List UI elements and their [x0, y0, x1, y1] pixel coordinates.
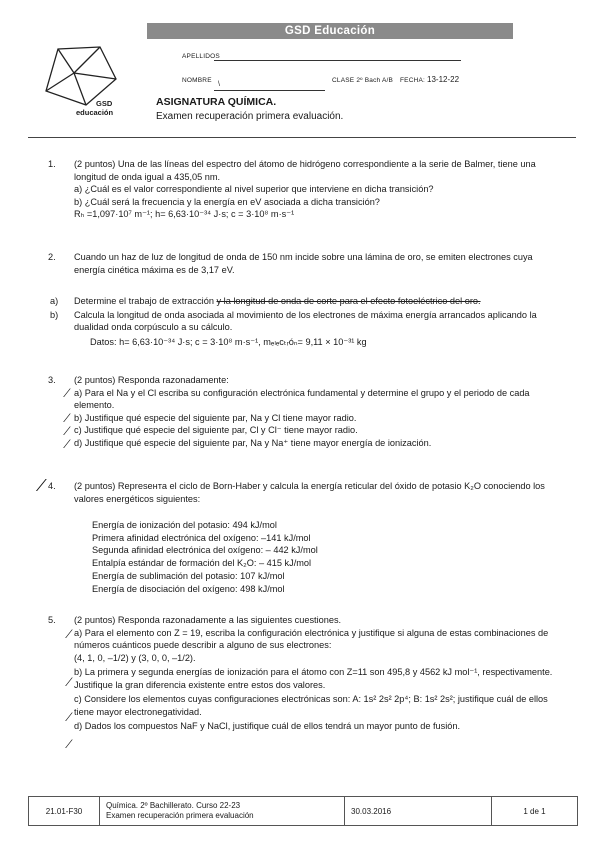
q2-parts: [50, 295, 555, 348]
q2-b-text: Calcula la longitud de onda asociada al movimiento de los electrones de máxima energía arrancados aplicando la dualidad onda corpúsculo a su cálculo.: [74, 309, 537, 332]
q5-number: 5.: [48, 615, 56, 625]
fecha-value: 13-12-22: [427, 75, 460, 84]
footer-date: 30.03.2016: [345, 797, 492, 825]
q2-data: Datos: h= 6,63·10⁻³⁴ J·s; c = 3·10⁸ m·s⁻¹, mₑₗₑcₜᵣóₙ= 9,11 × 10⁻³¹ kg: [90, 336, 367, 347]
handwritten-check-icon: ⁄: [40, 476, 43, 495]
logo-text-top: GSD: [96, 99, 113, 108]
q1-text: (2 puntos) Una de las líneas del espectro del átomo de hidrógeno correspondiente a la serie de Balmer, tiene una longitud de onda igual a 435,05 nm.: [74, 159, 536, 182]
q5-b: b) La primera y segunda energías de ionización para el átomo con Z=11 son 495,8 y 4562 kJ mol⁻¹, respectivamente. Justifique la gran diferencia existente entre estos dos valores.: [74, 667, 553, 690]
q1-number: 1.: [48, 159, 56, 169]
footer-course-line2: Examen recuperación primera evaluación: [106, 811, 254, 820]
nombre-field[interactable]: [214, 81, 325, 91]
q4-value: Energía de sublimación del potasio: 107 kJ/mol: [92, 570, 285, 581]
handwritten-check-icon: ⁄: [68, 628, 70, 641]
nombre-value: \: [218, 81, 220, 88]
clase-label: CLASE 2º Bach A/B: [332, 77, 394, 84]
question-2: [48, 251, 558, 276]
q4-value: Segunda afinidad electrónica del oxígeno: – 442 kJ/mol: [92, 545, 318, 556]
question-4: [48, 480, 558, 505]
q4-values-list: [92, 519, 512, 595]
apellidos-field[interactable]: [214, 60, 461, 61]
q2-a-text: Determine el trabajo de extracción: [74, 296, 214, 306]
q2-number: 2.: [48, 252, 56, 262]
q2-b-letter: b): [50, 309, 59, 320]
q1-data: Rₕ =1,097·10⁷ m⁻¹; h= 6,63·10⁻³⁴ J·s; c = 3·10⁸ m·s⁻¹: [74, 209, 295, 219]
handwritten-check-icon: ⁄: [66, 438, 68, 451]
question-3: [48, 374, 558, 449]
handwritten-check-icon: ⁄: [68, 711, 70, 724]
handwritten-check-icon: ⁄: [66, 412, 68, 425]
footer-page: 1 de 1: [523, 806, 546, 816]
q3-text: (2 puntos) Responda razonadamente:: [74, 375, 229, 385]
handwritten-check-icon: ⁄: [66, 425, 68, 438]
question-5: [48, 614, 558, 733]
q2-a-struck-text: y la longitud de onda de corte para el efecto fotoeléctrico del oro.: [216, 296, 481, 306]
exam-title: Examen recuperación primera evaluación.: [156, 111, 344, 122]
q1-b: b) ¿Cuál será la frecuencia y la energía en eV asociada a dicha transición?: [74, 196, 380, 207]
q4-value: Energía de ionización del potasio: 494 kJ/mol: [92, 520, 277, 530]
q3-d: d) Justifique qué especie del siguiente par, Na y Na⁺ tiene mayor energía de ionización.: [74, 437, 432, 448]
q1-a: a) ¿Cuál es el valor correspondiente al nivel superior que interviene en dicha transición?: [74, 184, 434, 194]
banner: GSD Educación: [147, 23, 513, 39]
nombre-label: NOMBRE: [182, 77, 212, 84]
footer-code: 21.01-F30: [29, 797, 100, 825]
header-divider: [28, 137, 576, 138]
q3-c: c) Justifique qué especie del siguiente par, Cl y Cl⁻ tiene mayor radio.: [74, 425, 358, 435]
q5-text: (2 puntos) Responda razonadamente a las siguientes cuestiones.: [74, 615, 342, 625]
q3-number: 3.: [48, 375, 56, 385]
q4-text: (2 puntos) Represента el ciclo de Born-Haber y calcula la energía reticular del óxido de potasio K₂O conociendo los valores energéticos siguientes:: [74, 481, 545, 504]
q3-b: b) Justifique qué especie del siguiente par, Na y Cl tiene mayor radio.: [74, 412, 357, 423]
q5-a: a) Para el elemento con Z = 19, escriba la configuración electrónica y justifique si alguna de estas combinaciones de números cuánticos puede describir a alguno de sus electrones:: [74, 627, 549, 650]
subject-title: ASIGNATURA QUÍMICA.: [156, 96, 277, 108]
q5-d: d) Dados los compuestos NaF y NaCl, justifique cuál de ellos tendrá un mayor punto de fusión.: [74, 721, 461, 731]
logo-cube-icon: [40, 45, 120, 107]
q2-text: Cuando un haz de luz de longitud de onda de 150 nm incide sobre una lámina de oro, se emiten electrones cuya energía cinética máxima es de 3,17 eV.: [74, 252, 533, 275]
q3-a: a) Para el Na y el Cl escriba su configuración electrónica fundamental y determine el grupo y el periodo de cada elemento.: [74, 387, 530, 410]
handwritten-check-icon: ⁄: [66, 387, 68, 400]
gsd-logo: [40, 45, 130, 123]
fecha-label: FECHA:: [400, 77, 426, 84]
apellidos-label: APELLIDOS: [182, 53, 220, 60]
question-1: [48, 158, 558, 221]
footer: [28, 796, 578, 826]
footer-course-line1: Química. 2º Bachillerato. Curso 22-23: [106, 801, 241, 810]
footer-course: [100, 797, 345, 825]
logo-text-bottom: educación: [76, 108, 114, 117]
handwritten-check-icon: ⁄: [68, 676, 70, 689]
q5-c: c) Considere los elementos cuyas configuraciones electrónicas son: A: 1s² 2s² 2p⁴; B: 1s² 2s²; justifique cuál de ellos tiene mayor electronegatividad.: [74, 694, 548, 717]
q4-value: Entalpía estándar de formación del K₂O: – 415 kJ/mol: [92, 558, 312, 569]
q4-value: Energía de disociación del oxígeno: 498 kJ/mol: [92, 583, 285, 594]
q2-a-letter: a): [50, 296, 59, 306]
q4-value: Primera afinidad electrónica del oxígeno: –141 kJ/mol: [92, 532, 311, 543]
handwritten-check-icon: ⁄: [68, 738, 70, 751]
q4-number: 4.: [48, 481, 56, 491]
q5-a-numbers: (4, 1, 0, –1/2) y (3, 0, 0, –1/2).: [74, 652, 196, 663]
